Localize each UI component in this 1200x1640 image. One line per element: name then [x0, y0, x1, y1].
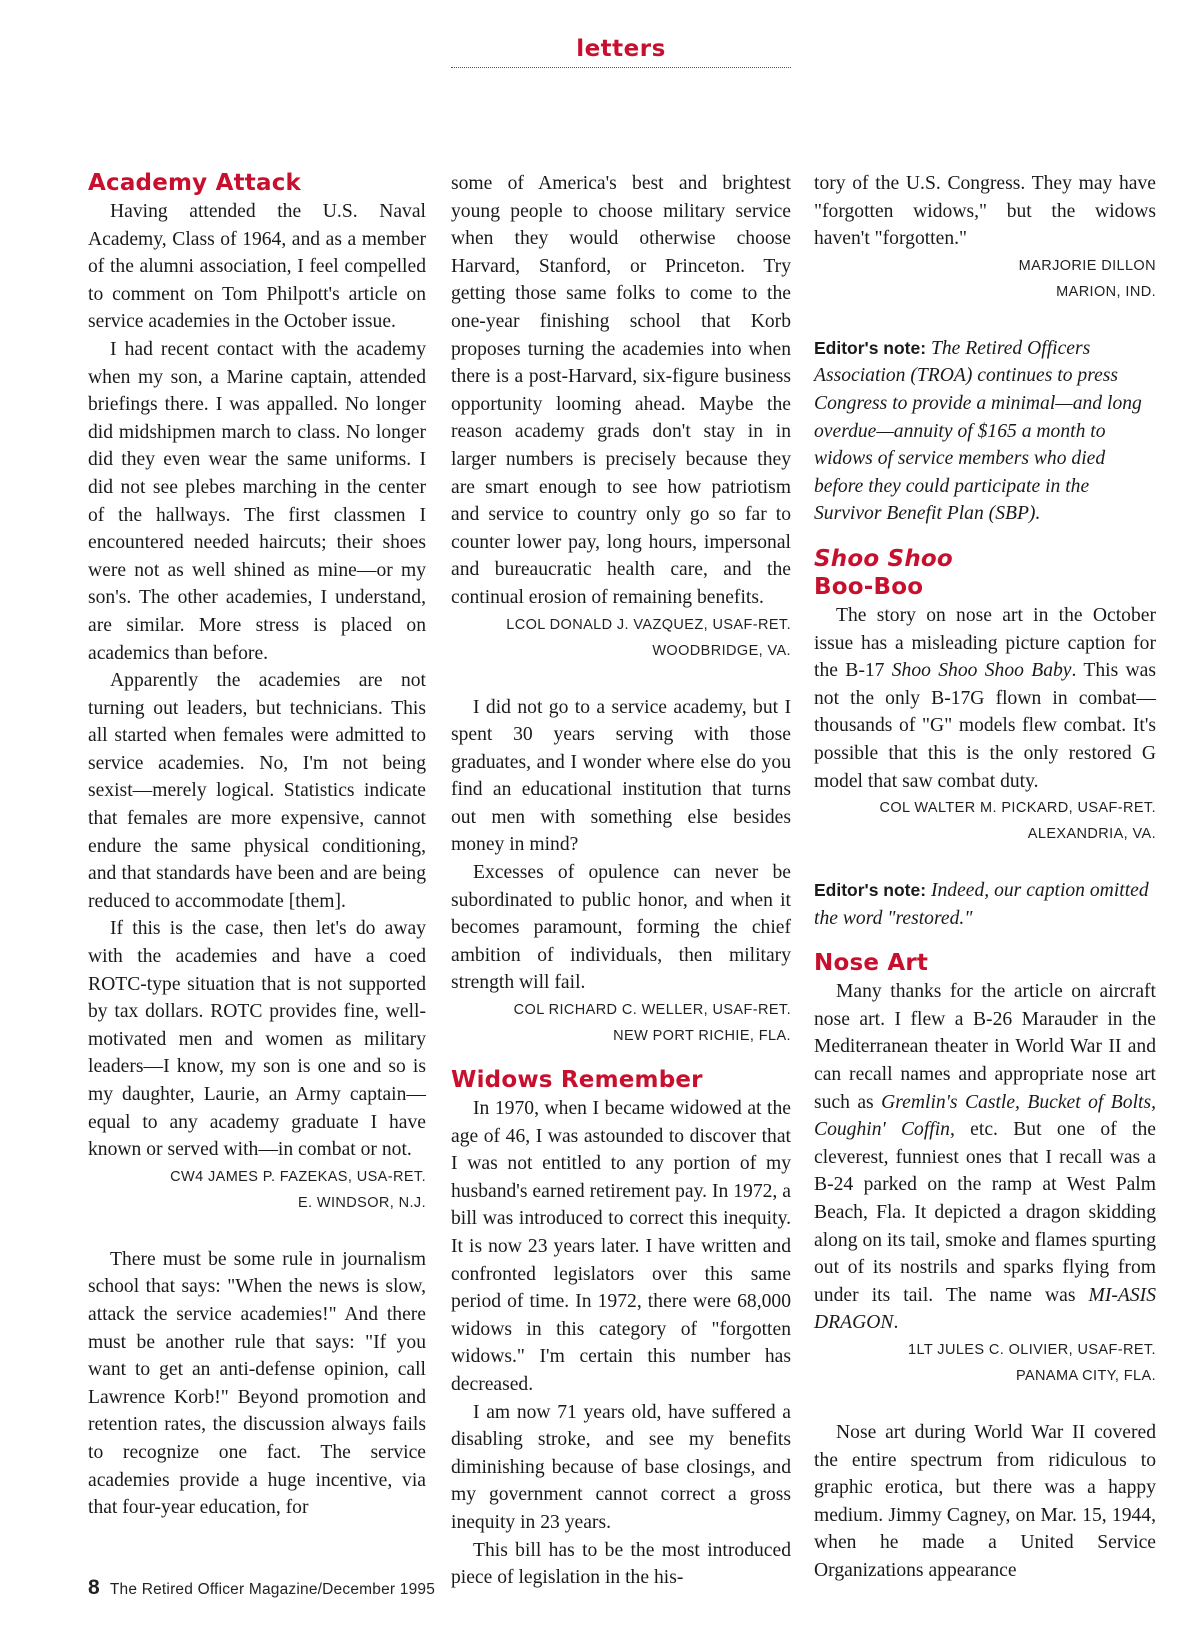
- letter-paragraph: I did not go to a service academy, but I spent 30 years serving with those graduates, and I wonder where else do you find an educational institution that turns out men with something else besides money in mind?: [451, 696, 791, 856]
- heading-nose-art: Nose Art: [814, 950, 929, 977]
- italic-run: MI-ASIS DRAGON: [814, 1284, 1156, 1334]
- letter-paragraph: Having attended the U.S. Naval Academy, Class of 1964, and as a member of the alumni association, I feel compelled to comment on Tom Philpott's article on service academies in the October issue.: [88, 201, 426, 333]
- letter-paragraph: Apparently the academies are not turning out leaders, but technicians. This all started when females were admitted to service academies. No, I'm not being sexist—merely logical. Statistics indicate that females are more expensive, cannot endure the same physical conditioning, and that standards have been and are being reduced to accommodate [them].: [88, 670, 426, 912]
- letter-paragraph: I had recent contact with the academy when my son, a Marine captain, attended briefings there. I was appalled. No longer did midshipmen march to class. No longer did they even wear the same uniforms. I did not see plebes marching in the center of the hallways. The first classmen I encountered needed haircuts; their shoes were not as well shined as mine—or my son's. The other academies, I understand, are similar. More stress is placed on academics than before.: [88, 338, 426, 664]
- editors-note: [814, 877, 1156, 932]
- signature-name: CW4 JAMES P. FAZEKAS, USA-RET.: [170, 1168, 426, 1185]
- signature-name: MARJORIE DILLON: [1018, 257, 1156, 274]
- column-1: [88, 170, 426, 1522]
- section-title: letters: [576, 36, 666, 62]
- letter-paragraph: I am now 71 years old, have suffered a disabling stroke, and see my benefits diminishing because of base closings, and my government cannot correct a gross inequity in 23 years.: [451, 1401, 791, 1533]
- signature-place: MARION, IND.: [1056, 283, 1156, 300]
- letter-paragraph: tory of the U.S. Congress. They may have "forgotten widows," but the widows haven't "forgotten.": [814, 173, 1156, 250]
- page-number: 8: [88, 1576, 100, 1599]
- text-run: The story on nose art in the October issue has a misleading picture caption for the B-17: [814, 604, 1156, 682]
- letter-paragraph: Excesses of opulence can never be subordinated to public honor, and when it becomes paramount, forming the chief ambition of individuals, then military strength will fail.: [451, 862, 791, 994]
- publication-line: The Retired Officer Magazine/December 1995: [109, 1581, 436, 1598]
- heading-widows-remember: Widows Remember: [451, 1067, 703, 1094]
- signature-block: [88, 1164, 426, 1216]
- column-3: [814, 170, 1156, 1585]
- signature-block: [814, 795, 1156, 847]
- letter-paragraph: This bill has to be the most introduced piece of legislation in the his-: [451, 1539, 791, 1589]
- signature-name: 1LT JULES C. OLIVIER, USAF-RET.: [908, 1342, 1156, 1358]
- letter-paragraph: [814, 602, 1156, 795]
- page-footer: [88, 1576, 435, 1600]
- signature-place: ALEXANDRIA, VA.: [1027, 826, 1156, 843]
- column-2: [451, 170, 791, 1592]
- signature-block: [451, 612, 791, 664]
- italic-run: Shoo Shoo Shoo Baby: [891, 660, 1072, 682]
- text-run: . This was not the only B-17G flown in combat—thousands of "G" models flew combat. It's possible that this is the only restored G model that saw combat duty.: [814, 660, 1156, 792]
- editors-note-text: Indeed, our caption omitted the word "restored.": [814, 880, 1149, 929]
- italic-run: Gremlin's Castle, Bucket of Bolts, Coughin' Coffin: [814, 1091, 1156, 1141]
- signature-place: NEW PORT RICHIE, FLA.: [613, 1028, 791, 1045]
- letter-paragraph: There must be some rule in journalism school that says: "When the news is slow, attack the service academies!" And there must be another rule that says: "If you want to get an anti-defense opinion, call Lawrence Korb!" Beyond promotion and retention rates, the discussion always fails to recognize one fact. The service academies provide a huge incentive, via that four-year education, for: [88, 1248, 426, 1519]
- heading-shoo-shoo: Shoo Shoo: [814, 545, 953, 572]
- signature-block: [451, 997, 791, 1049]
- editors-note-text: The Retired Officers Association (TROA) continues to press Congress to provide a minimal—and long overdue—annuity of $165 a month to widows of service members who died before they could participate in the Survivor Benefit Plan (SBP).: [814, 337, 1142, 525]
- editors-note: [814, 335, 1156, 528]
- letter-paragraph: In 1970, when I became widowed at the age of 46, I was astounded to discover that I was not entitled to any portion of my husband's earned retirement pay. In 1972, a bill was introduced to correct this inequity. It is now 23 years later. I have written and confronted legislators over this same period of time. In 1972, there were 68,000 widows in this category of "forgotten widows." I'm certain this number has decreased.: [451, 1098, 791, 1395]
- editors-note-label: Editor's note:: [814, 880, 927, 901]
- text-run: Many thanks for the article on aircraft nose art. I flew a B-26 Marauder in the Mediterranean theater in World War II and can recall names and appropriate nose art such as: [814, 981, 1156, 1113]
- letter-paragraph: Nose art during World War II covered the entire spectrum from ridiculous to graphic erotica, but there was a happy medium. Jimmy Cagney, on Mar. 15, 1944, when he made a United Service Organizations appearance: [814, 1422, 1156, 1581]
- letter-paragraph: [814, 978, 1156, 1337]
- header-dotted-rule: [451, 67, 791, 68]
- section-header: [451, 36, 791, 68]
- signature-block: [814, 1337, 1156, 1389]
- signature-place: E. WINDSOR, N.J.: [297, 1194, 426, 1211]
- signature-place: WOODBRIDGE, VA.: [652, 642, 791, 659]
- text-run: , etc. But one of the cleverest, funniest ones that I recall was a B-24 parked on the ramp at West Palm Beach, Fla. It depicted a dragon skidding along on its tail, smoke and flames spurting out of its nostrils and sparks flying from under its tail. The name was: [814, 1119, 1156, 1306]
- signature-place: PANAMA CITY, FLA.: [1015, 1368, 1156, 1384]
- signature-block: [814, 253, 1156, 305]
- letter-paragraph: If this is the case, then let's do away with the academies and have a coed ROTC-type situation that is not supported by tax dollars. ROTC provides fine, well-motivated men and women as military leaders—I know, my son is one and so is my daughter, Laurie, an Army captain—equal to any academy graduate I have known or served with—in combat or not.: [88, 918, 426, 1161]
- signature-name: LCOL DONALD J. VAZQUEZ, USAF-RET.: [506, 616, 791, 633]
- letter-paragraph: some of America's best and brightest young people to choose military service when they would otherwise choose Harvard, Stanford, or Princeton. Try getting those same folks to come to the one-year finishing school that Korb proposes turning the academies into when there is a post-Harvard, six-figure business opportunity looming ahead. Maybe the reason academy grads don't stay in in larger numbers is precisely because they are smart enough to see how patriotism and service to country only go so far to counter lower pay, long hours, impersonal and bureaucratic health care, and the continual erosion of remaining benefits.: [451, 173, 791, 608]
- heading-academy-attack: Academy Attack: [88, 170, 302, 196]
- signature-name: COL WALTER M. PICKARD, USAF-RET.: [879, 800, 1156, 817]
- editors-note-label: Editor's note:: [814, 337, 927, 358]
- text-run: .: [893, 1312, 899, 1334]
- heading-boo-boo: Boo-Boo: [814, 573, 924, 600]
- signature-name: COL RICHARD C. WELLER, USAF-RET.: [513, 1002, 791, 1019]
